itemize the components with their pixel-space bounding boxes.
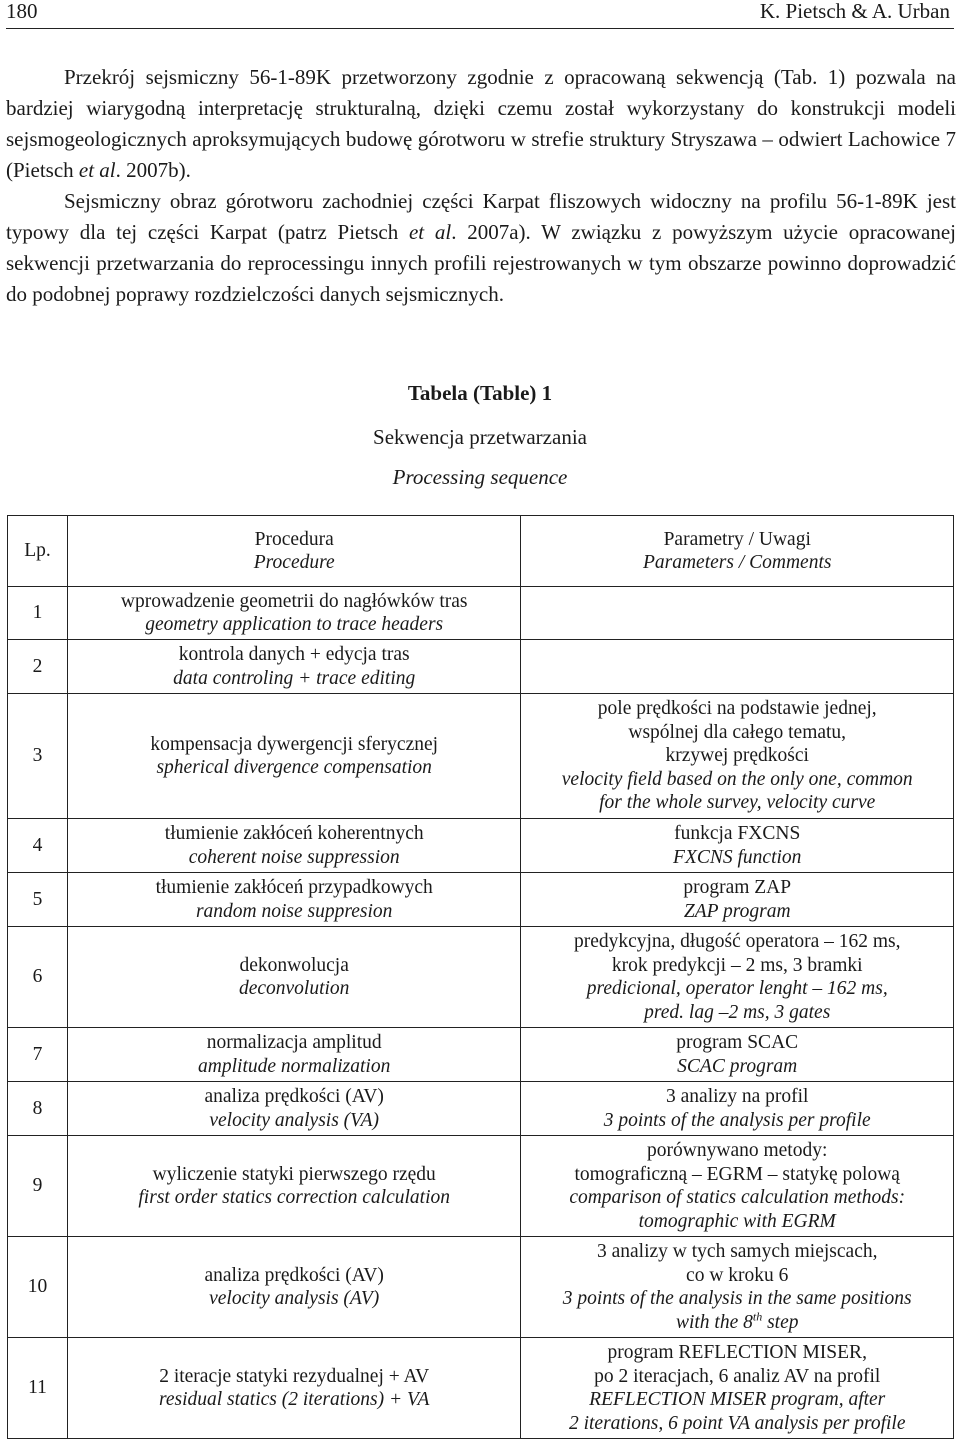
parameter-en-text: with the 8	[675, 1311, 753, 1333]
row-lp: 2	[8, 640, 68, 694]
parameter-en: 3 points of the analysis per profile	[603, 1109, 871, 1131]
parameter-pl: co w kroku 6	[686, 1264, 789, 1286]
procedure-pl: dekonwolucja	[239, 954, 349, 976]
table-row	[8, 1082, 954, 1136]
procedure-en: deconvolution	[238, 978, 350, 999]
procedure-en: velocity analysis (AV)	[209, 1288, 380, 1309]
procedure-pl: wyliczenie statyki pierwszego rzędu	[152, 1163, 436, 1185]
table-header-row	[8, 516, 954, 587]
table-row	[8, 1136, 954, 1237]
row-procedure	[67, 1082, 521, 1136]
row-parameters	[521, 1082, 954, 1136]
procedure-en: first order statics correction calculation	[138, 1187, 451, 1208]
row-parameters	[521, 1237, 954, 1338]
parameter-pl: program REFLECTION MISER,	[607, 1342, 867, 1363]
row-procedure	[67, 873, 521, 927]
procedure-pl: 2 iteracje statyki rezydualnej + AV	[159, 1365, 430, 1387]
parameter-en: pred. lag –2 ms, 3 gates	[644, 1001, 831, 1023]
page-number: 180	[6, 0, 38, 23]
paragraph-1-text: Przekrój sejsmiczny 56-1-89K przetworzony zgodnie z opracowaną sekwencją (Tab. 1) pozwala na bardziej wiarygodną interpretację strukturalną, dzięki czemu został wykorzystany do konstrukcji modeli sejsmogeologicznych aproksymujących budowę górotworu w strefie struktury Stryszawa – odwiert Lachowice 7 (Pietsch	[6, 65, 956, 182]
row-lp: 10	[8, 1237, 68, 1338]
header-lp: Lp.	[8, 516, 68, 587]
parameter-en: 2 iterations, 6 point VA analysis per profile	[568, 1412, 906, 1434]
procedure-en: random noise suppresion	[195, 900, 393, 922]
procedure-en: data controling + trace editing	[173, 667, 416, 689]
paragraph-2	[6, 186, 956, 310]
row-procedure	[67, 1237, 521, 1338]
table-row	[8, 873, 954, 927]
parameter-pl: 3 analizy na profil	[666, 1086, 809, 1107]
paragraph-2-text-end: . 2007a). W związku z powyższym użycie opracowanej sekwencji przetwarzania do reprocessingu innych profili rejestrowanych w tym obszarze powinno doprowadzić do podobnej poprawy rozdzielczości danych sejsmicznych.	[6, 220, 956, 306]
row-lp: 9	[8, 1136, 68, 1237]
table-title-pl: Sekwencja przetwarzania	[373, 425, 587, 449]
parameter-pl: tomograficzną – EGRM – statykę polową	[574, 1163, 900, 1185]
procedure-pl: normalizacja amplitud	[206, 1032, 382, 1053]
row-lp: 7	[8, 1028, 68, 1082]
parameter-pl: krok predykcji – 2 ms, 3 bramki	[611, 954, 863, 976]
row-parameters	[521, 1338, 954, 1439]
procedure-en: spherical divergence compensation	[156, 757, 432, 778]
row-parameters	[521, 1136, 954, 1237]
row-lp: 11	[8, 1338, 68, 1439]
procedure-en: geometry application to trace headers	[145, 614, 444, 635]
paragraph-1-citation-end: . 2007b).	[115, 158, 191, 182]
header-procedure-en: Procedure	[253, 552, 335, 573]
parameter-en: ZAP program	[683, 900, 791, 922]
table-row	[8, 640, 954, 694]
header-procedure-pl: Procedura	[254, 528, 334, 550]
parameter-pl: program ZAP	[683, 877, 792, 898]
parameter-en: comparison of statics calculation methods:	[569, 1187, 906, 1208]
processing-table	[7, 515, 954, 1439]
table-row	[8, 1028, 954, 1082]
row-parameters	[521, 587, 954, 640]
parameter-pl: funkcja FXCNS	[674, 823, 801, 844]
row-parameters	[521, 927, 954, 1028]
row-parameters	[521, 640, 954, 694]
parameter-pl: program SCAC	[676, 1032, 799, 1053]
procedure-pl: kontrola danych + edycja tras	[178, 644, 410, 665]
row-parameters	[521, 694, 954, 819]
row-procedure	[67, 1338, 521, 1439]
row-lp: 8	[8, 1082, 68, 1136]
row-parameters	[521, 1028, 954, 1082]
procedure-en: residual statics (2 iterations) + VA	[158, 1389, 430, 1410]
parameter-en: FXCNS function	[673, 846, 802, 868]
parameter-en: for the whole survey, velocity curve	[599, 792, 876, 814]
parameter-pl: wspólnej dla całego tematu,	[628, 721, 847, 743]
table-row	[8, 694, 954, 819]
procedure-pl: kompensacja dywergencji sferycznej	[150, 733, 439, 755]
row-lp: 4	[8, 819, 68, 873]
table-row	[8, 1237, 954, 1338]
row-procedure	[67, 640, 521, 694]
procedure-pl: analiza prędkości (AV)	[204, 1264, 384, 1286]
header-procedure	[67, 516, 521, 587]
row-lp: 3	[8, 694, 68, 819]
ordinal-superscript: th	[752, 1309, 763, 1323]
parameter-pl: krzywej prędkości	[665, 745, 809, 767]
row-procedure	[67, 927, 521, 1028]
row-lp: 1	[8, 587, 68, 640]
parameter-pl: pole prędkości na podstawie jednej,	[597, 698, 877, 720]
parameter-pl: po 2 iteracjach, 6 analiz AV na profil	[594, 1365, 881, 1387]
table-title-en: Processing sequence	[392, 465, 568, 489]
et-al-italic: et al	[78, 158, 116, 182]
running-head-authors: K. Pietsch & A. Urban	[759, 0, 950, 23]
parameter-en: predicional, operator lenght – 162 ms,	[586, 978, 888, 999]
parameter-en	[523, 1311, 951, 1335]
table-row	[8, 587, 954, 640]
parameter-pl: predykcyjna, długość operatora – 162 ms,	[573, 931, 901, 952]
et-al-italic: et al	[408, 220, 452, 244]
parameter-en: 3 points of the analysis in the same positions	[562, 1288, 912, 1309]
row-lp: 6	[8, 927, 68, 1028]
paragraph-1	[6, 62, 956, 186]
header-params-en: Parameters / Comments	[642, 552, 832, 573]
row-procedure	[67, 1028, 521, 1082]
parameter-en-tail: step	[762, 1311, 799, 1333]
row-parameters	[521, 819, 954, 873]
paragraph-2-text: Sejsmiczny obraz górotworu zachodniej części Karpat fliszowych widoczny na profilu 56-1-89K jest typowy dla tej części Karpat (patrz Pietsch	[6, 189, 956, 244]
parameter-pl: 3 analizy w tych samych miejscach,	[596, 1241, 878, 1262]
parameter-pl: porównywano metody:	[647, 1140, 828, 1161]
procedure-pl: analiza prędkości (AV)	[204, 1086, 384, 1107]
table-row	[8, 1338, 954, 1439]
row-procedure	[67, 819, 521, 873]
procedure-pl: tłumienie zakłóceń koherentnych	[164, 823, 424, 844]
header-params-pl: Parametry / Uwagi	[663, 528, 811, 550]
parameter-en: tomographic with EGRM	[638, 1210, 836, 1232]
row-procedure	[67, 587, 521, 640]
table-row	[8, 927, 954, 1028]
procedure-pl: tłumienie zakłóceń przypadkowych	[155, 877, 433, 898]
procedure-en: velocity analysis (VA)	[209, 1109, 380, 1131]
row-parameters	[521, 873, 954, 927]
parameter-en: velocity field based on the only one, common	[561, 768, 913, 790]
row-procedure	[67, 694, 521, 819]
header-parameters	[521, 516, 954, 587]
row-procedure	[67, 1136, 521, 1237]
procedure-en: coherent noise suppression	[188, 846, 400, 868]
parameter-en: REFLECTION MISER program, after	[589, 1389, 886, 1410]
row-lp: 5	[8, 873, 68, 927]
table-row	[8, 819, 954, 873]
parameter-en: SCAC program	[677, 1055, 798, 1077]
running-head	[6, 0, 954, 29]
procedure-en: amplitude normalization	[198, 1055, 391, 1077]
procedure-pl: wprowadzenie geometrii do nagłówków tras	[120, 590, 468, 612]
table-number: Tabela (Table) 1	[407, 381, 553, 405]
